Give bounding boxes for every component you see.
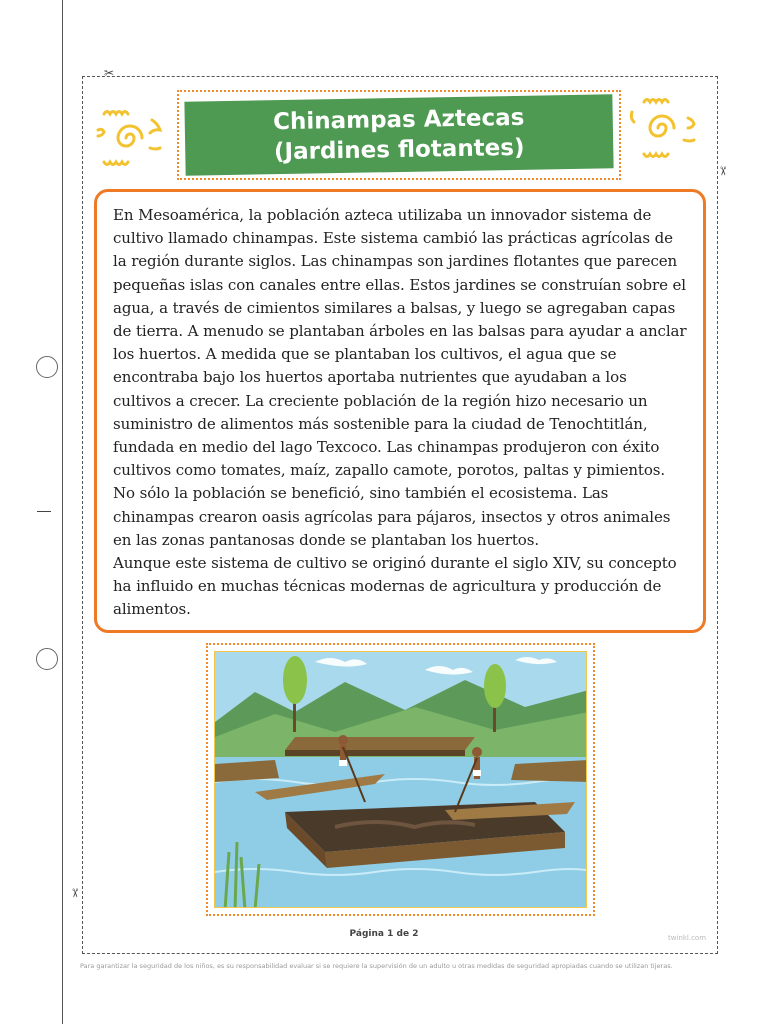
chinampas-illustration [214,651,587,908]
center-tick-mark [37,511,51,512]
article-paragraph-1: En Mesoamérica, la población azteca utilizaba un innovador sistema de cultivo llamado chinampas. Este sistema cambió las prácticas agrícolas de la región durante siglos. Las chinampas son jardines flotantes que parecen pequeñas islas con canales entre ellas. Estos jardines se construían sobre el agua, a través de cimientos similares a balsas, y luego se agregaban capas de tierra. A menudo se plantaban árboles en las balsas para ayudar a anclar los huertos. A medida que se plantaban los cultivos, el agua que se encontraba bajo los huertos aportaba nutrientes que ayudaban a los cultivos a crecer. La creciente población de la región hizo necesario un suministro de alimentos más sostenible para la ciudad de Tenochtitlán, fundada en medio del lago Texcoco. Las chinampas produjeron con éxito cultivos como tomates, maíz, zapallo camote, porotos, paltas y pimientos. No sólo la población se benefició, sino también el ecosistema. Las chinampas crearon oasis agrícolas para pájaros, insectos y otros animales en las zonas pantanosas donde se plantaban los huertos. [113,206,687,549]
page-title-line1: Chinampas Aztecas [272,104,525,136]
safety-note: Para garantizar la seguridad de los niños, es su responsabilidad evaluar si se requiere la supervisión de un adulto u otras medidas de seguridad apropiadas cuando se utilizan tijeras. [80,962,673,970]
punch-hole-bottom [36,648,58,670]
scissors-icon: ✂ [716,165,731,177]
sun-icon [624,90,700,166]
illustration-frame [206,643,595,916]
binder-margin-line [62,0,63,1024]
punch-hole-top [36,356,58,378]
title-banner [184,94,613,175]
scissors-icon: ✂ [68,887,83,899]
sun-icon [92,100,168,176]
page-title-line2: (Jardines flotantes) [273,134,525,166]
page-number: Página 1 de 2 [349,929,419,939]
scissors-icon: ✂ [104,66,115,80]
article-text-box [94,189,706,633]
article-paragraph-2: Aunque este sistema de cultivo se originó durante el siglo XIV, su concepto ha influido en muchas técnicas modernas de agricultura y producción de alimentos. [113,554,677,619]
title-frame [177,90,621,180]
brand-watermark: twinkl.com [668,934,707,942]
